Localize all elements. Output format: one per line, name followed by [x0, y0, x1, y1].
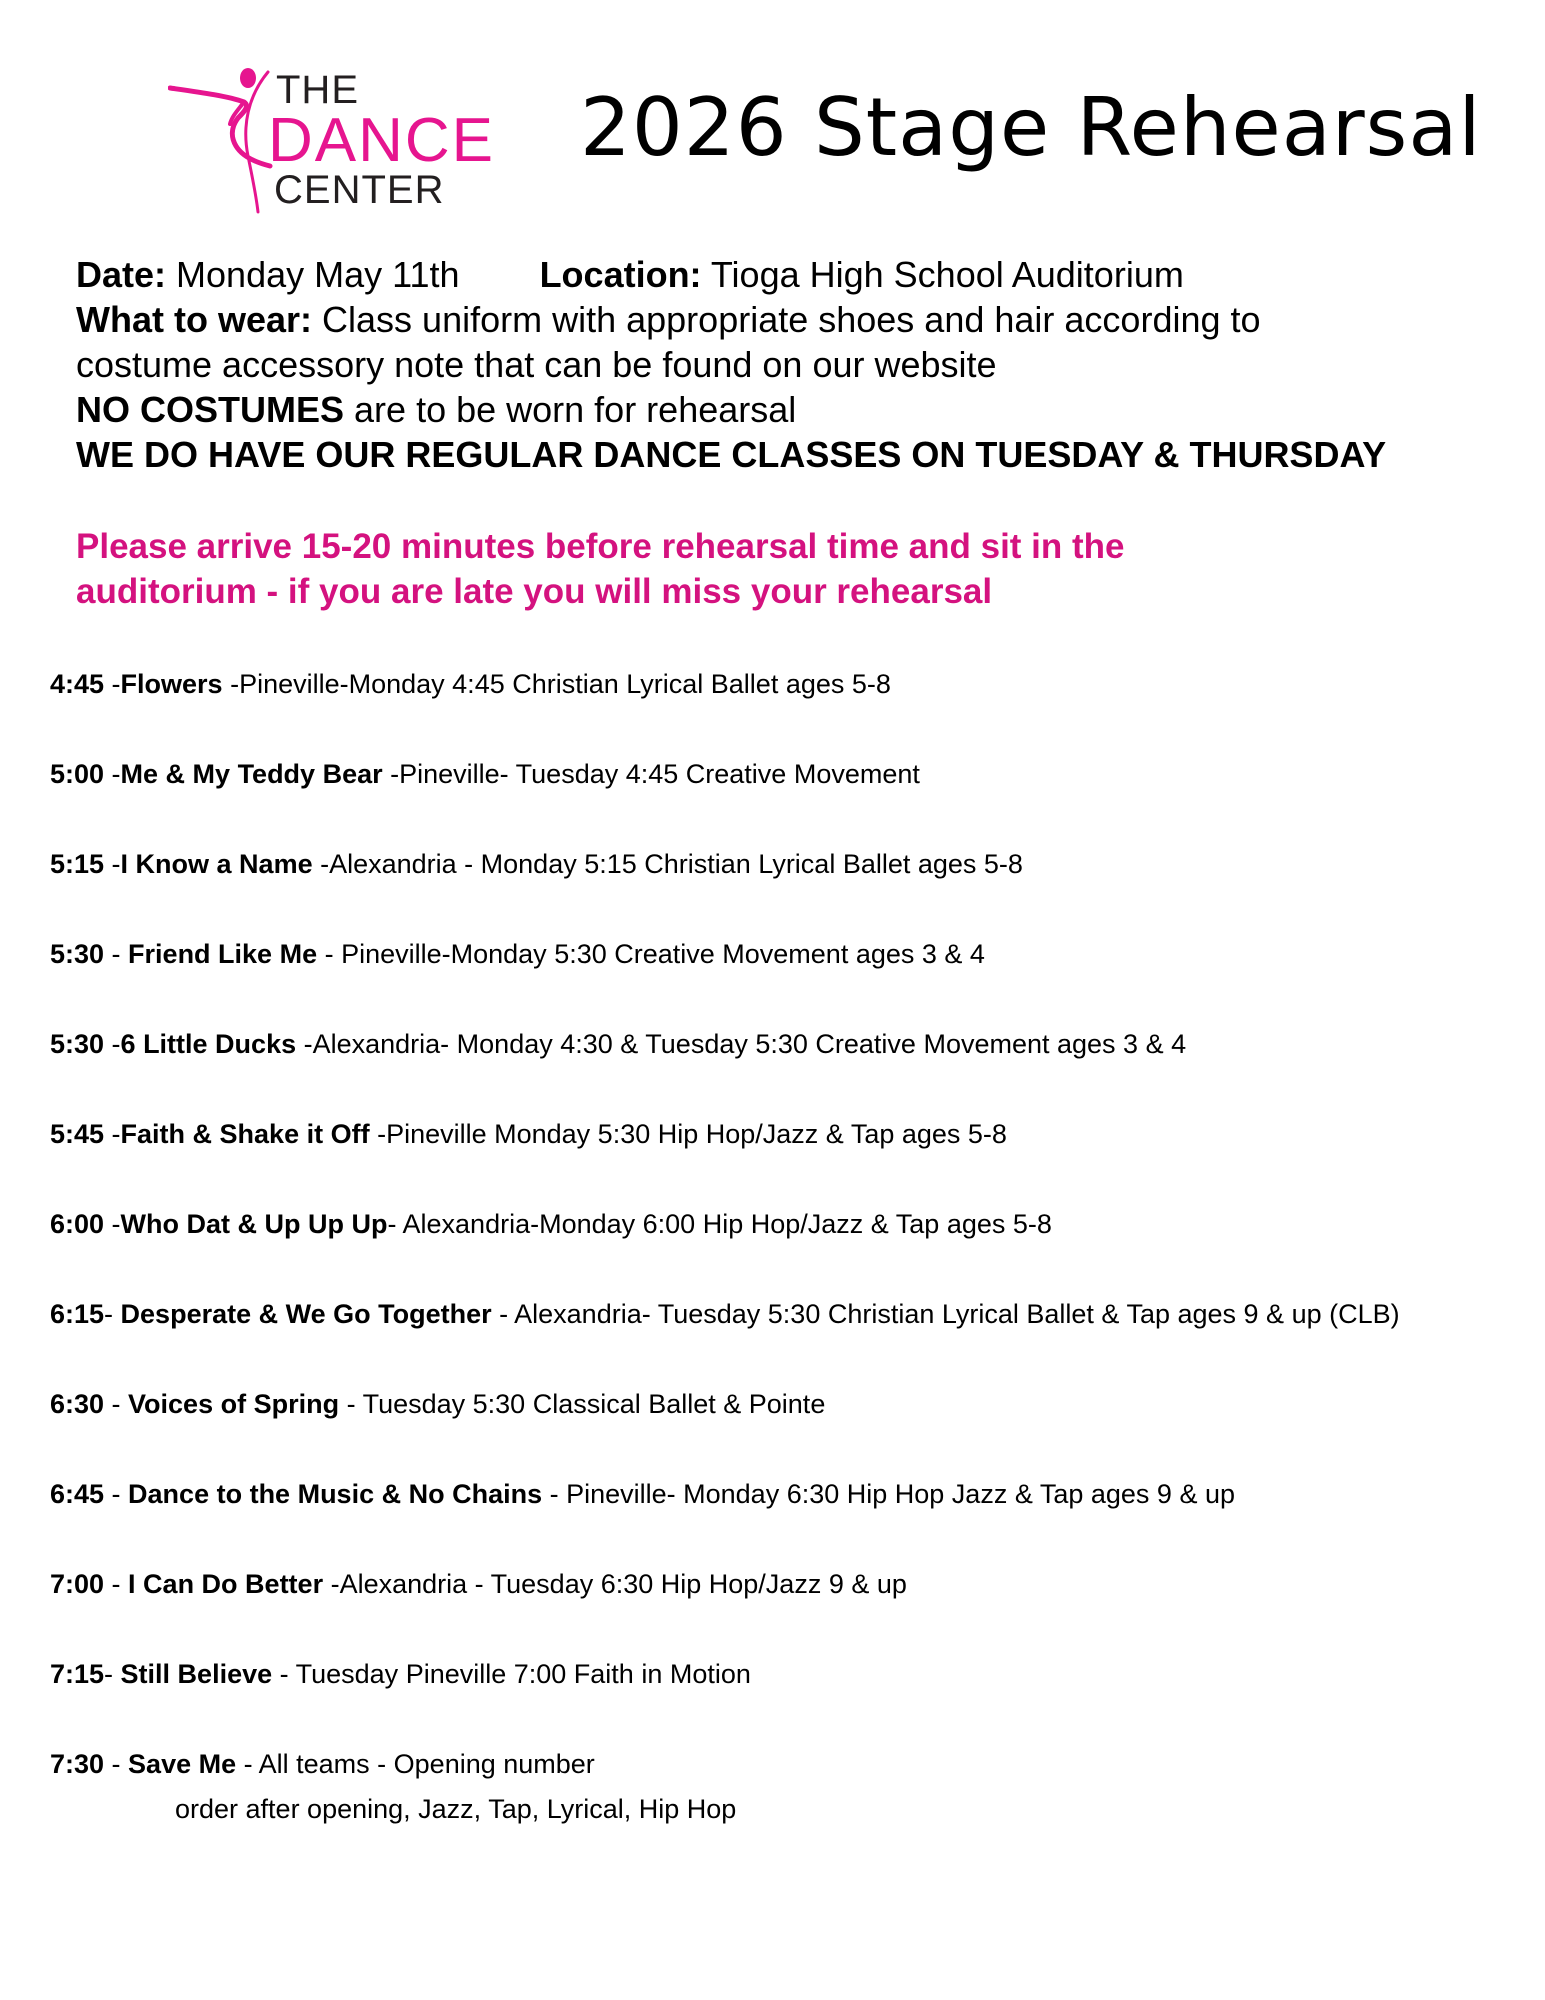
wear-label: What to wear: [76, 299, 313, 340]
entry-song: Desperate & We Go Together [120, 1299, 492, 1329]
entry-time: 4:45 [50, 669, 105, 699]
entry-separator: - [104, 1659, 121, 1689]
schedule-entry [50, 1022, 1520, 1067]
location-label: Location: [539, 254, 702, 295]
entry-details: -Pineville Monday 5:30 Hip Hop/Jazz & Tap ages 5-8 [369, 1119, 1007, 1149]
wear-line [76, 297, 1516, 342]
entry-time: 7:00 [50, 1569, 105, 1599]
entry-separator: - [104, 759, 121, 789]
entry-song: Still Believe [120, 1659, 273, 1689]
entry-separator: - [104, 1389, 129, 1419]
entry-separator: - [104, 939, 129, 969]
entry-time: 5:30 [50, 1029, 105, 1059]
schedule-entry [50, 1202, 1520, 1247]
entry-details: - Pineville-Monday 5:30 Creative Movement ages 3 & 4 [317, 939, 985, 969]
date-location-line [76, 252, 1516, 297]
entry-song: Faith & Shake it Off [120, 1119, 370, 1149]
costumes-rest: are to be worn for rehearsal [354, 389, 797, 430]
schedule-entry [50, 1472, 1520, 1517]
schedule-entry [50, 1112, 1520, 1157]
entry-separator: - [104, 849, 121, 879]
logo-text-dance: DANCE [268, 106, 496, 175]
entry-separator: - [104, 1479, 129, 1509]
entry-details: -Pineville- Tuesday 4:45 Creative Movement [382, 759, 920, 789]
entry-separator: - [104, 1569, 129, 1599]
no-costumes: NO COSTUMES [76, 389, 345, 430]
entry-details: -Alexandria - Monday 5:15 Christian Lyrical Ballet ages 5-8 [312, 849, 1023, 879]
schedule-entry [50, 752, 1520, 797]
entry-song: 6 Little Ducks [120, 1029, 297, 1059]
date-value: Monday May 11th [176, 254, 460, 295]
entry-time: 7:30 [50, 1749, 105, 1779]
entry-details: -Alexandria- Monday 4:30 & Tuesday 5:30 Creative Movement ages 3 & 4 [296, 1029, 1187, 1059]
entry-separator: - [104, 1209, 121, 1239]
entry-subnote: order after opening, Jazz, Tap, Lyrical, Hip Hop [175, 1794, 737, 1824]
entry-details: - All teams - Opening number [236, 1749, 595, 1779]
entry-song: I Can Do Better [128, 1569, 324, 1599]
date-label: Date: [76, 254, 167, 295]
costumes-line [76, 387, 1516, 432]
entry-details: - Tuesday 5:30 Classical Ballet & Pointe [339, 1389, 826, 1419]
entry-song: Friend Like Me [128, 939, 318, 969]
notice-line-1: Please arrive 15-20 minutes before rehearsal time and sit in the [76, 527, 1125, 566]
entry-time: 5:30 [50, 939, 105, 969]
schedule-entry [50, 1292, 1520, 1337]
schedule-entry [50, 662, 1520, 707]
entry-details: -Pineville-Monday 4:45 Christian Lyrical Ballet ages 5-8 [222, 669, 891, 699]
entry-song: Me & My Teddy Bear [120, 759, 383, 789]
entry-time: 6:15 [50, 1299, 105, 1329]
entry-time: 7:15 [50, 1659, 105, 1689]
entry-time: 6:45 [50, 1479, 105, 1509]
schedule-entry [50, 842, 1520, 887]
entry-details: - Alexandria- Tuesday 5:30 Christian Lyrical Ballet & Tap ages 9 & up (CLB) [491, 1299, 1400, 1329]
entry-time: 5:00 [50, 759, 105, 789]
entry-time: 6:30 [50, 1389, 105, 1419]
entry-details: - Alexandria-Monday 6:00 Hip Hop/Jazz & Tap ages 5-8 [387, 1209, 1052, 1239]
entry-details: - Tuesday Pineville 7:00 Faith in Motion [272, 1659, 751, 1689]
logo-text-the: THE [276, 68, 359, 112]
logo-text-center: CENTER [274, 168, 445, 212]
schedule-entry [50, 1742, 1520, 1832]
entry-details: - Pineville- Monday 6:30 Hip Hop Jazz & Tap ages 9 & up [542, 1479, 1235, 1509]
entry-time: 5:45 [50, 1119, 105, 1149]
entry-song: Save Me [128, 1749, 237, 1779]
wear-line-2: costume accessory note that can be found on our website [76, 344, 997, 385]
entry-song: Voices of Spring [128, 1389, 340, 1419]
page-title: 2026 Stage Rehearsal [580, 81, 1482, 174]
entry-time: 5:15 [50, 849, 105, 879]
entry-separator: - [104, 1119, 121, 1149]
classes-note [76, 432, 1516, 477]
arrival-notice [76, 524, 1476, 614]
dance-center-logo [168, 66, 518, 216]
entry-song: I Know a Name [120, 849, 313, 879]
entry-separator: - [104, 1299, 121, 1329]
entry-separator: - [104, 1749, 129, 1779]
entry-separator: - [104, 1029, 121, 1059]
schedule-entry [50, 1382, 1520, 1427]
location-value: Tioga High School Auditorium [710, 254, 1184, 295]
entry-song: Who Dat & Up Up Up [120, 1209, 388, 1239]
notice-line-2: auditorium - if you are late you will miss your rehearsal [76, 572, 993, 611]
event-info [76, 252, 1516, 477]
classes-note-text: WE DO HAVE OUR REGULAR DANCE CLASSES ON TUESDAY & THURSDAY [76, 434, 1387, 475]
entry-details: -Alexandria - Tuesday 6:30 Hip Hop/Jazz 9 & up [323, 1569, 907, 1599]
entry-song: Flowers [120, 669, 223, 699]
rehearsal-schedule [50, 662, 1520, 1877]
schedule-entry [50, 1652, 1520, 1697]
schedule-entry [50, 1562, 1520, 1607]
wear-value: Class uniform with appropriate shoes and hair according to [322, 299, 1261, 340]
schedule-entry [50, 932, 1520, 977]
entry-time: 6:00 [50, 1209, 105, 1239]
dancer-icon [168, 66, 278, 216]
entry-song: Dance to the Music & No Chains [128, 1479, 543, 1509]
entry-separator: - [104, 669, 121, 699]
